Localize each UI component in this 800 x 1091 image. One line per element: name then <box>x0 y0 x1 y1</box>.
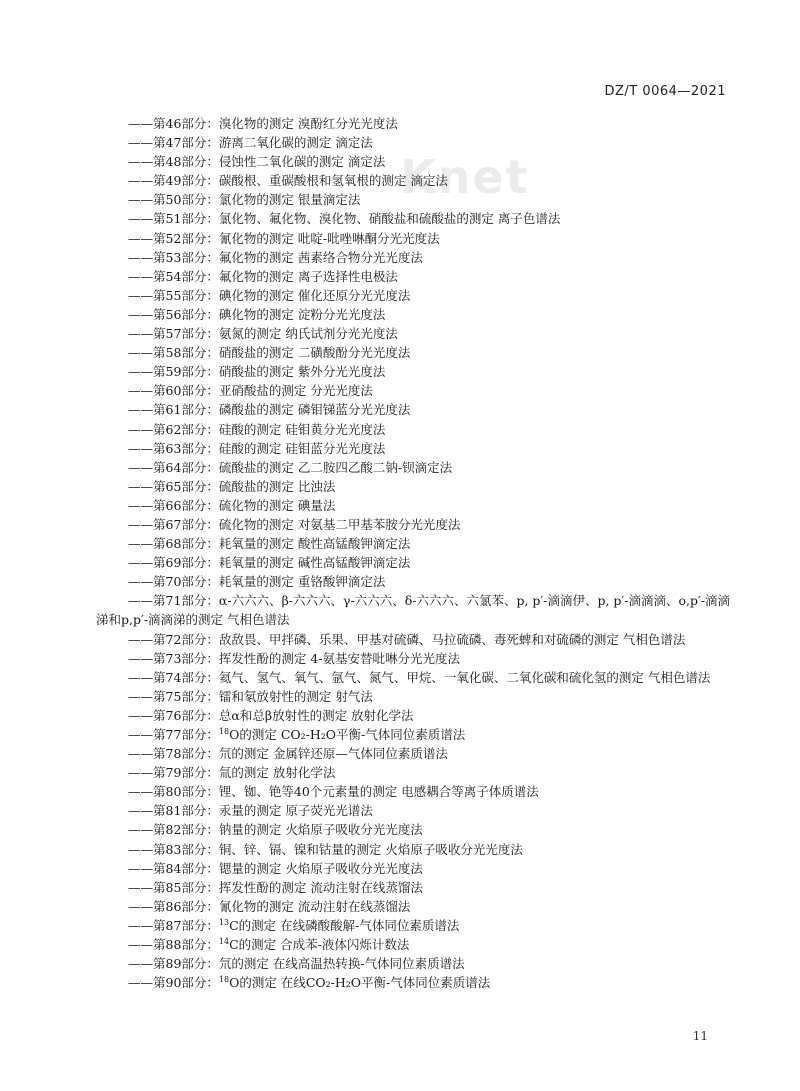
list-item <box>96 133 732 152</box>
part-title: 总α和总β放射性的测定 放射化学法 <box>218 707 414 723</box>
list-item <box>96 897 732 916</box>
part-title: 氘的测定 金属锌还原—气体同位素质谱法 <box>218 746 448 762</box>
part-title: 硝酸盐的测定 紫外分光光度法 <box>218 364 386 380</box>
part-title: 硫化物的测定 对氨基二甲基苯胺分光光度法 <box>218 516 461 532</box>
part-title: 溴化物的测定 溴酚红分光光度法 <box>218 116 398 131</box>
part-title: 硅酸的测定 硅钼蓝分光光度法 <box>218 440 386 456</box>
list-item <box>96 152 732 171</box>
part-title: 耗氧量的测定 酸性高锰酸钾滴定法 <box>218 536 411 552</box>
list-item <box>96 706 732 725</box>
list-item <box>96 935 732 954</box>
part-title: 氰化物的测定 吡啶-吡唑啉酮分光光度法 <box>218 230 440 246</box>
part-title: 汞量的测定 原子荧光光谱法 <box>218 803 373 819</box>
part-title: 氚的测定 放射化学法 <box>218 765 336 781</box>
part-number: ——第54部分： <box>128 268 219 284</box>
part-number: ——第81部分： <box>128 803 219 819</box>
part-title: O的测定 在线CO₂-H₂O平衡-气体同位素质谱法 <box>229 975 491 991</box>
part-number: ——第72部分： <box>128 631 219 647</box>
part-title: 挥发性酚的测定 4-氨基安替吡啉分光光度法 <box>218 650 461 666</box>
list-item <box>96 744 732 763</box>
part-title: 硫酸盐的测定 乙二胺四乙酸二钠-钡滴定法 <box>218 459 453 475</box>
part-title: 氯化物的测定 银量滴定法 <box>218 192 361 208</box>
standard-code: DZ/T 0064—2021 <box>604 84 726 99</box>
list-item <box>96 305 732 324</box>
list-item <box>96 878 732 897</box>
list-item <box>96 229 732 248</box>
part-title: 敌敌畏、甲拌磷、乐果、甲基对硫磷、马拉硫磷、毒死蜱和对硫磷的测定 气相色谱法 <box>218 631 686 647</box>
part-title: 氯化物、氟化物、溴化物、硝酸盐和硫酸盐的测定 离子色谱法 <box>218 211 561 227</box>
list-item <box>96 954 732 973</box>
list-item <box>96 572 732 591</box>
part-title: C的测定 合成苯-液体闪烁计数法 <box>229 937 410 953</box>
list-item <box>96 248 732 267</box>
part-title: 碳酸根、重碳酸根和氢氧根的测定 滴定法 <box>218 173 448 189</box>
part-number: ——第59部分： <box>128 364 219 380</box>
part-number: ——第62部分： <box>128 421 219 437</box>
part-number: ——第46部分： <box>128 116 219 131</box>
list-item <box>96 859 732 878</box>
list-item <box>96 458 732 477</box>
list-item <box>96 267 732 286</box>
page-number: 11 <box>692 1029 708 1043</box>
list-item <box>96 916 732 935</box>
part-title: 耗氧量的测定 碱性高锰酸钾滴定法 <box>218 555 411 571</box>
part-number: ——第80部分： <box>128 784 219 800</box>
list-item <box>96 324 732 343</box>
part-title: 硝酸盐的测定 二磺酸酚分光光度法 <box>218 345 411 361</box>
part-title: 侵蚀性二氧化碳的测定 滴定法 <box>218 154 386 170</box>
part-title: 耗氧量的测定 重铬酸钾滴定法 <box>218 574 386 590</box>
list-item <box>96 668 732 687</box>
part-title: 硫酸盐的测定 比浊法 <box>218 478 336 494</box>
part-title: 游离二氧化碳的测定 滴定法 <box>218 135 373 151</box>
isotope-superscript: 18 <box>218 975 230 985</box>
list-item <box>96 209 732 228</box>
part-number: ——第57部分： <box>128 326 219 342</box>
list-item <box>96 515 732 534</box>
part-title: 氦气、氢气、氧气、氩气、氮气、甲烷、一氧化碳、二氧化碳和硫化氢的测定 气相色谱法 <box>218 669 711 685</box>
entry-list <box>96 114 732 992</box>
list-item <box>96 973 732 992</box>
part-title: O的测定 CO₂-H₂O平衡-气体同位素质谱法 <box>229 727 466 742</box>
part-title: 氨氮的测定 纳氏试剂分光光度法 <box>218 326 398 342</box>
part-number: ——第75部分： <box>128 688 219 704</box>
part-title: 碘化物的测定 淀粉分光光度法 <box>218 306 386 322</box>
part-number: ——第49部分： <box>128 173 219 189</box>
list-item <box>96 763 732 782</box>
list-item <box>96 400 732 419</box>
part-title: 锂、铷、铯等40个元素量的测定 电感耦合等离子体质谱法 <box>218 784 539 800</box>
part-number: ——第70部分： <box>128 574 219 590</box>
part-number: ——第64部分： <box>128 459 219 475</box>
isotope-superscript: 14 <box>218 936 230 946</box>
list-item <box>96 190 732 209</box>
isotope-superscript: 13 <box>218 917 230 927</box>
part-title: 磷酸盐的测定 磷钼锑蓝分光光度法 <box>218 402 411 418</box>
part-number: ——第86部分： <box>128 898 219 914</box>
part-number: ——第67部分： <box>128 516 219 532</box>
part-number: ——第88部分： <box>128 937 219 953</box>
part-number: ——第48部分： <box>128 154 219 170</box>
list-item <box>96 534 732 553</box>
part-title: 锶量的测定 火焰原子吸收分光光度法 <box>218 860 423 876</box>
list-item <box>96 362 732 381</box>
part-number: ——第90部分： <box>128 975 219 991</box>
part-title: α-六六六、β-六六六、γ-六六六、δ-六六六、六氯苯、p, p′-滴滴伊、p, p′-滴滴滴、o,p′-滴滴涕和p,p′-滴滴涕的测定 气相色谱法 <box>96 593 731 628</box>
list-item <box>96 343 732 362</box>
part-title: 镭和氡放射性的测定 射气法 <box>218 688 373 704</box>
part-number: ——第58部分： <box>128 345 219 361</box>
part-number: ——第82部分： <box>128 822 219 838</box>
list-item <box>96 820 732 839</box>
list-item <box>96 630 732 649</box>
part-number: ——第55部分： <box>128 287 219 303</box>
part-title: 硫化物的测定 碘量法 <box>218 497 336 513</box>
part-number: ——第61部分： <box>128 402 219 418</box>
part-number: ——第85部分： <box>128 879 219 895</box>
list-item <box>96 725 732 744</box>
list-item <box>96 286 732 305</box>
part-title: 碘化物的测定 催化还原分光光度法 <box>218 287 411 303</box>
part-number: ——第68部分： <box>128 536 219 552</box>
list-item <box>96 801 732 820</box>
part-number: ——第73部分： <box>128 650 219 666</box>
list-item <box>96 114 732 133</box>
list-item <box>96 381 732 400</box>
part-number: ——第50部分： <box>128 192 219 208</box>
list-item <box>96 171 732 190</box>
part-number: ——第84部分： <box>128 860 219 876</box>
part-number: ——第74部分： <box>128 669 219 685</box>
watermark: Knet <box>400 150 530 204</box>
list-item <box>96 439 732 458</box>
list-item <box>96 477 732 496</box>
part-title: 氟化物的测定 离子选择性电极法 <box>218 268 398 284</box>
part-title: 铜、锌、镉、镍和钴量的测定 火焰原子吸收分光光度法 <box>218 841 523 857</box>
part-title: C的测定 在线磷酸酸解-气体同位素质谱法 <box>229 917 460 933</box>
list-item <box>96 687 732 706</box>
part-number: ——第79部分： <box>128 765 219 781</box>
part-number: ——第87部分： <box>128 917 219 933</box>
list-item <box>96 840 732 859</box>
part-title: 氰化物的测定 流动注射在线蒸馏法 <box>218 898 411 914</box>
part-number: ——第77部分： <box>128 727 219 742</box>
part-number: ——第53部分： <box>128 249 219 265</box>
part-title: 硅酸的测定 硅钼黄分光光度法 <box>218 421 386 437</box>
part-number: ——第47部分： <box>128 135 219 151</box>
list-item <box>96 553 732 572</box>
part-number: ——第69部分： <box>128 555 219 571</box>
part-number: ——第51部分： <box>128 211 219 227</box>
part-title: 氟化物的测定 茜素络合物分光光度法 <box>218 249 423 265</box>
part-number: ——第83部分： <box>128 841 219 857</box>
part-number: ——第60部分： <box>128 383 219 399</box>
isotope-superscript: 18 <box>218 726 230 736</box>
part-number: ——第78部分： <box>128 746 219 762</box>
part-number: ——第65部分： <box>128 478 219 494</box>
list-item <box>96 782 732 801</box>
part-number: ——第56部分： <box>128 306 219 322</box>
list-item <box>96 649 732 668</box>
part-number: ——第52部分： <box>128 230 219 246</box>
part-title: 挥发性酚的测定 流动注射在线蒸馏法 <box>218 879 423 895</box>
part-number: ——第76部分： <box>128 707 219 723</box>
part-title: 亚硝酸盐的测定 分光光度法 <box>218 383 373 399</box>
part-number: ——第71部分： <box>128 593 219 609</box>
part-number: ——第89部分： <box>128 956 219 972</box>
part-number: ——第66部分： <box>128 497 219 513</box>
list-item <box>96 591 732 629</box>
list-item <box>96 420 732 439</box>
part-number: ——第63部分： <box>128 440 219 456</box>
part-title: 氘的测定 在线高温热转换-气体同位素质谱法 <box>218 956 465 972</box>
list-item <box>96 496 732 515</box>
part-title: 钠量的测定 火焰原子吸收分光光度法 <box>218 822 423 838</box>
